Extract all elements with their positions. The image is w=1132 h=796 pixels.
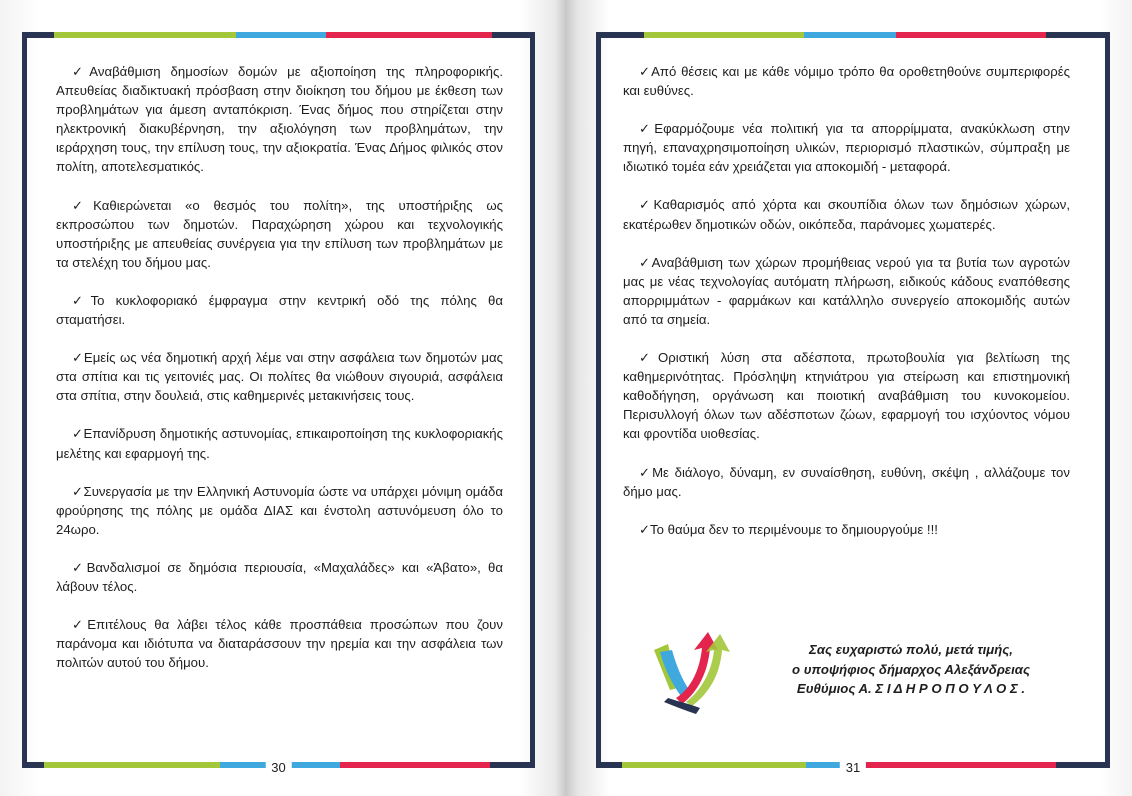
right-page-text bbox=[623, 62, 1070, 558]
paragraph: ✓Αναβάθμιση δημοσίων δομών με αξιοποίηση της πληροφορικής. Απευθείας διαδικτυακή πρόσβαση στην διοίκηση του δήμου με έκθεση των προβλημάτων για άμεση ανταπόκριση. Ένας δήμος που στηρίζεται στην ηλεκτρονική διακυβέρνηση, την αξιολόγηση των προβλημάτων, την ιεράρχηση τους, την επίλυση τους, την αξιοκρατία. Ένας Δήμος φιλικός στον πολίτη, αποτελεσματικός. bbox=[56, 64, 503, 175]
paragraph: ✓Το θαύμα δεν το περιμένουμε το δημιουργούμε !!! bbox=[639, 521, 938, 537]
signature-block bbox=[646, 628, 1066, 718]
left-page-text bbox=[56, 62, 503, 691]
paragraph: ✓Συνεργασία με την Ελληνική Αστυνομία ώστε να υπάρχει μόνιμη ομάδα φρούρησης της πόλης με ομάδα ΔΙΑΣ και ένστολη αστυνόμευση όλο το 24ωρο. bbox=[56, 483, 503, 537]
paragraph: ✓Οριστική λύση στα αδέσποτα, πρωτοβουλία για βελτίωση της καθημερινότητας. Πρόσληψη κτηνιάτρου για στείρωση και επιστημονική καθοδήγηση, οργάνωση και ποιοτική αναβάθμιση του κυνοκομείου. Περισυλλογή όλων των αδέσποτων ζώων, εφαρμογή του ισχύοντος νόμου και φροντίδα υιοθεσίας. bbox=[623, 350, 1070, 442]
paragraph: ✓Επανίδρυση δημοτικής αστυνομίας, επικαιροποίηση της κυκλοφοριακής μελέτης και εφαρμογή της. bbox=[56, 426, 503, 461]
paragraph: ✓Με διάλογο, δύναμη, εν συναίσθηση, ευθύνη, σκέψη , αλλάζουμε τον δήμο μας. bbox=[623, 464, 1070, 499]
signature-line: Σας ευχαριστώ πολύ, μετά τιμής, bbox=[809, 642, 1013, 657]
paragraph: ✓Βανδαλισμοί σε δημόσια περιουσία, «Μαχαλάδες» και «Άβατο», θα λάβουν τέλος. bbox=[56, 559, 503, 594]
signature-line: Ευθύμιος Α. Σ Ι Δ Η Ρ Ο Π Ο Υ Λ Ο Σ . bbox=[796, 681, 1026, 696]
paragraph: ✓Από θέσεις και με κάθε νόμιμο τρόπο θα οροθετηθούνε συμπεριφορές και ευθύνες. bbox=[623, 64, 1070, 99]
paragraph: ✓Εφαρμόζουμε νέα πολιτική για τα απορρίμματα, ανακύκλωση στην πηγή, επαναχρησιμοποίηση υλικών, περιορισμό πλαστικών, σύμπραξη με ιδιωτικό τομέα εάν χρειάζεται για αποκομιδή - μεταφορά. bbox=[623, 121, 1070, 175]
right-page bbox=[566, 0, 1132, 796]
paragraph: ✓Καθαρισμός από χόρτα και σκουπίδια όλων των δημόσιων χώρων, εκατέρωθεν δημοτικών οδών, οικόπεδα, παράνομες χωματερές. bbox=[623, 197, 1070, 232]
paragraph: ✓Εμείς ως νέα δημοτική αρχή λέμε ναι στην ασφάλεια των δημοτών μας στα σπίτια και τις γειτονιές μας. Οι πολίτες θα νιώθουν σιγουριά, ασφάλεια στα σπίτια, στην δουλειά, στις καθημερινές μετακινήσεις τους. bbox=[56, 350, 503, 404]
paragraph: ✓Επιτέλους θα λάβει τέλος κάθε προσπάθεια προσώπων που ζουν παράνομα και ιδιότυπα να διαταράσσουν την ηρεμία και την ασφάλεια των πολιτών αυτού του δήμου. bbox=[56, 617, 503, 671]
paragraph: ✓Καθιερώνεται «ο θεσμός του πολίτη», της υποστήριξης ως εκπροσώπου των δημοτών. Παραχώρηση χώρου και τεχνολογικής υποστήριξης με απευθείας συνέργεια για την επίλυση των προβλημάτων με τα στελέχη του δήμου μας. bbox=[56, 197, 503, 270]
signature-text bbox=[746, 640, 1076, 699]
top-color-bar bbox=[596, 32, 1110, 38]
page-number: 30 bbox=[265, 759, 291, 777]
paragraph: ✓Αναβάθμιση των χώρων προμήθειας νερού για τα βυτία των αγροτών μας με νέας τεχνολογίας αυτόματη πλήρωση, ειδικούς κάδους εναπόθεσης απορριμμάτων - φαρμάκων και κατάλληλο συνεργείο αποκομιδής αυτών από τα σημεία. bbox=[623, 254, 1070, 327]
campaign-arrows-logo-icon bbox=[646, 628, 736, 718]
top-color-bar bbox=[22, 32, 535, 38]
page-number: 31 bbox=[840, 759, 866, 777]
signature-line: ο υποψήφιος δήμαρχος Αλεξάνδρειας bbox=[792, 661, 1030, 677]
paragraph: ✓Το κυκλοφοριακό έμφραγμα στην κεντρική οδό της πόλης θα σταματήσει. bbox=[56, 292, 503, 328]
